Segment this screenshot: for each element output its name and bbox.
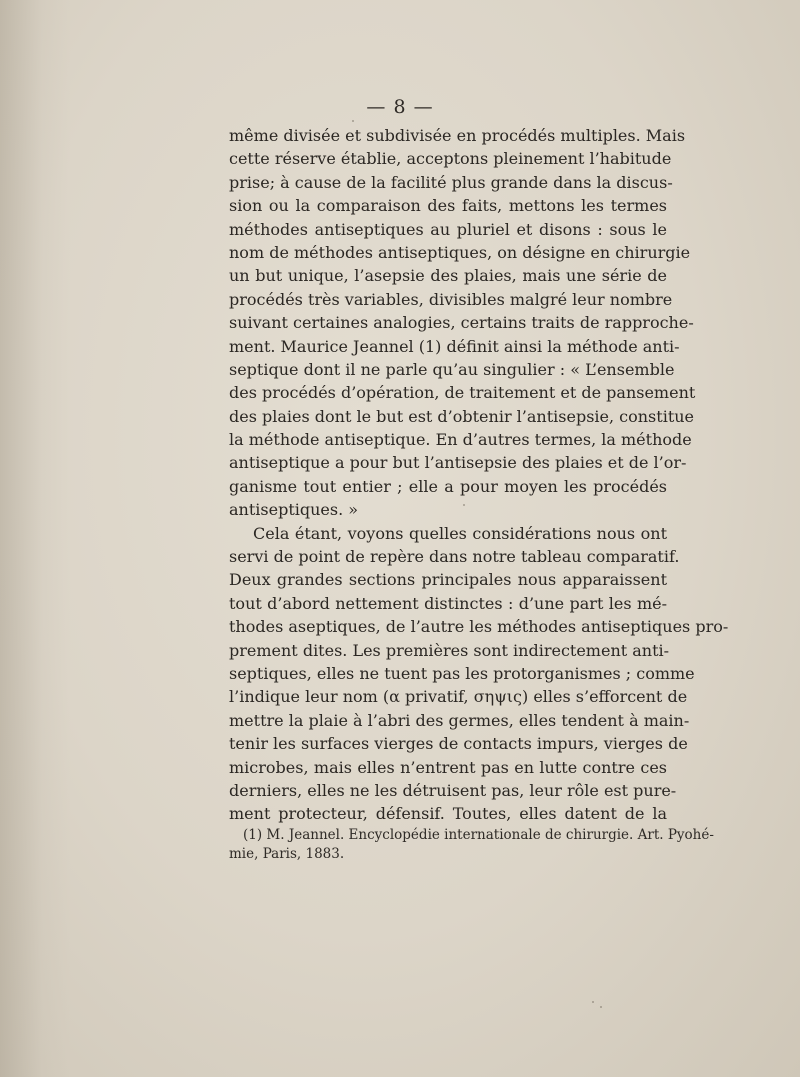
paper-speck	[352, 120, 354, 122]
text-line: procédés très variables, divisibles malgré leur nombre	[229, 289, 673, 309]
text-line: antiseptiques. »	[229, 500, 359, 520]
text-line: septiques, elles ne tuent pas les protorganismes ; comme	[229, 663, 695, 683]
text-line: Deux grandes sections principales nous apparaissent	[229, 570, 667, 590]
text-line: l’indique leur nom (α privatif, σηψις) elles s’efforcent de	[229, 687, 688, 707]
text-line: tout d’abord nettement distinctes : d’une part les mé-	[229, 593, 667, 613]
paragraph-first-line: Cela étant, voyons quelles considérations nous ont	[253, 523, 667, 543]
text-line: septique dont il ne parle qu’au singulier : « L’ensemble	[229, 359, 675, 379]
footnote-line: (1) M. Jeannel. Encyclopédie internationale de chirurgie. Art. Pyohé-	[243, 827, 714, 843]
text-line: ment. Maurice Jeannel (1) définit ainsi la méthode anti-	[229, 336, 680, 356]
body-text	[229, 124, 729, 826]
text-line: un but unique, l’asepsie des plaies, mais une série de	[229, 266, 667, 286]
text-line: derniers, elles ne les détruisent pas, leur rôle est pure-	[229, 780, 677, 800]
text-line: antiseptique a pour but l’antisepsie des plaies et de l’or-	[229, 453, 687, 473]
text-line: mettre la plaie à l’abri des germes, elles tendent à main-	[229, 710, 690, 730]
text-line: des plaies dont le but est d’obtenir l’antisepsie, constitue	[229, 406, 695, 426]
text-line: prement dites. Les premières sont indirectement anti-	[229, 640, 670, 660]
footnote-line: mie, Paris, 1883.	[229, 846, 345, 862]
text-line: nom de méthodes antiseptiques, on désigne en chirurgie	[229, 242, 691, 262]
paper-speck	[592, 1001, 594, 1003]
text-line: microbes, mais elles n’entrent pas en lutte contre ces	[229, 757, 667, 777]
text-line: prise; à cause de la facilité plus grande dans la discus-	[229, 172, 673, 192]
text-line: suivant certaines analogies, certains traits de rapproche-	[229, 313, 694, 333]
text-line: cette réserve établie, acceptons pleinement l’habitude	[229, 149, 672, 169]
text-line: ment protecteur, défensif. Toutes, elles datent de la	[229, 804, 667, 824]
text-line: même divisée et subdivisée en procédés multiples. Mais	[229, 126, 686, 145]
text-line: tenir les surfaces vierges de contacts impurs, vierges de	[229, 734, 688, 754]
text-line: thodes aseptiques, de l’autre les méthodes antiseptiques pro-	[229, 617, 729, 637]
text-line: ganisme tout entier ; elle a pour moyen les procédés	[229, 476, 667, 496]
paper-speck	[463, 504, 465, 506]
page-number: — 8 —	[366, 96, 434, 118]
text-line: la méthode antiseptique. En d’autres termes, la méthode	[229, 430, 692, 450]
text-line: servi de point de repère dans notre tableau comparatif.	[229, 547, 680, 567]
text-line: des procédés d’opération, de traitement et de pansement	[229, 383, 696, 403]
paper-speck	[600, 1006, 602, 1008]
text-line: sion ou la comparaison des faits, mettons les termes	[229, 196, 667, 216]
footnote	[229, 826, 714, 864]
text-line: méthodes antiseptiques au pluriel et disons : sous le	[229, 219, 667, 239]
page-edge-shadow	[0, 0, 70, 1077]
